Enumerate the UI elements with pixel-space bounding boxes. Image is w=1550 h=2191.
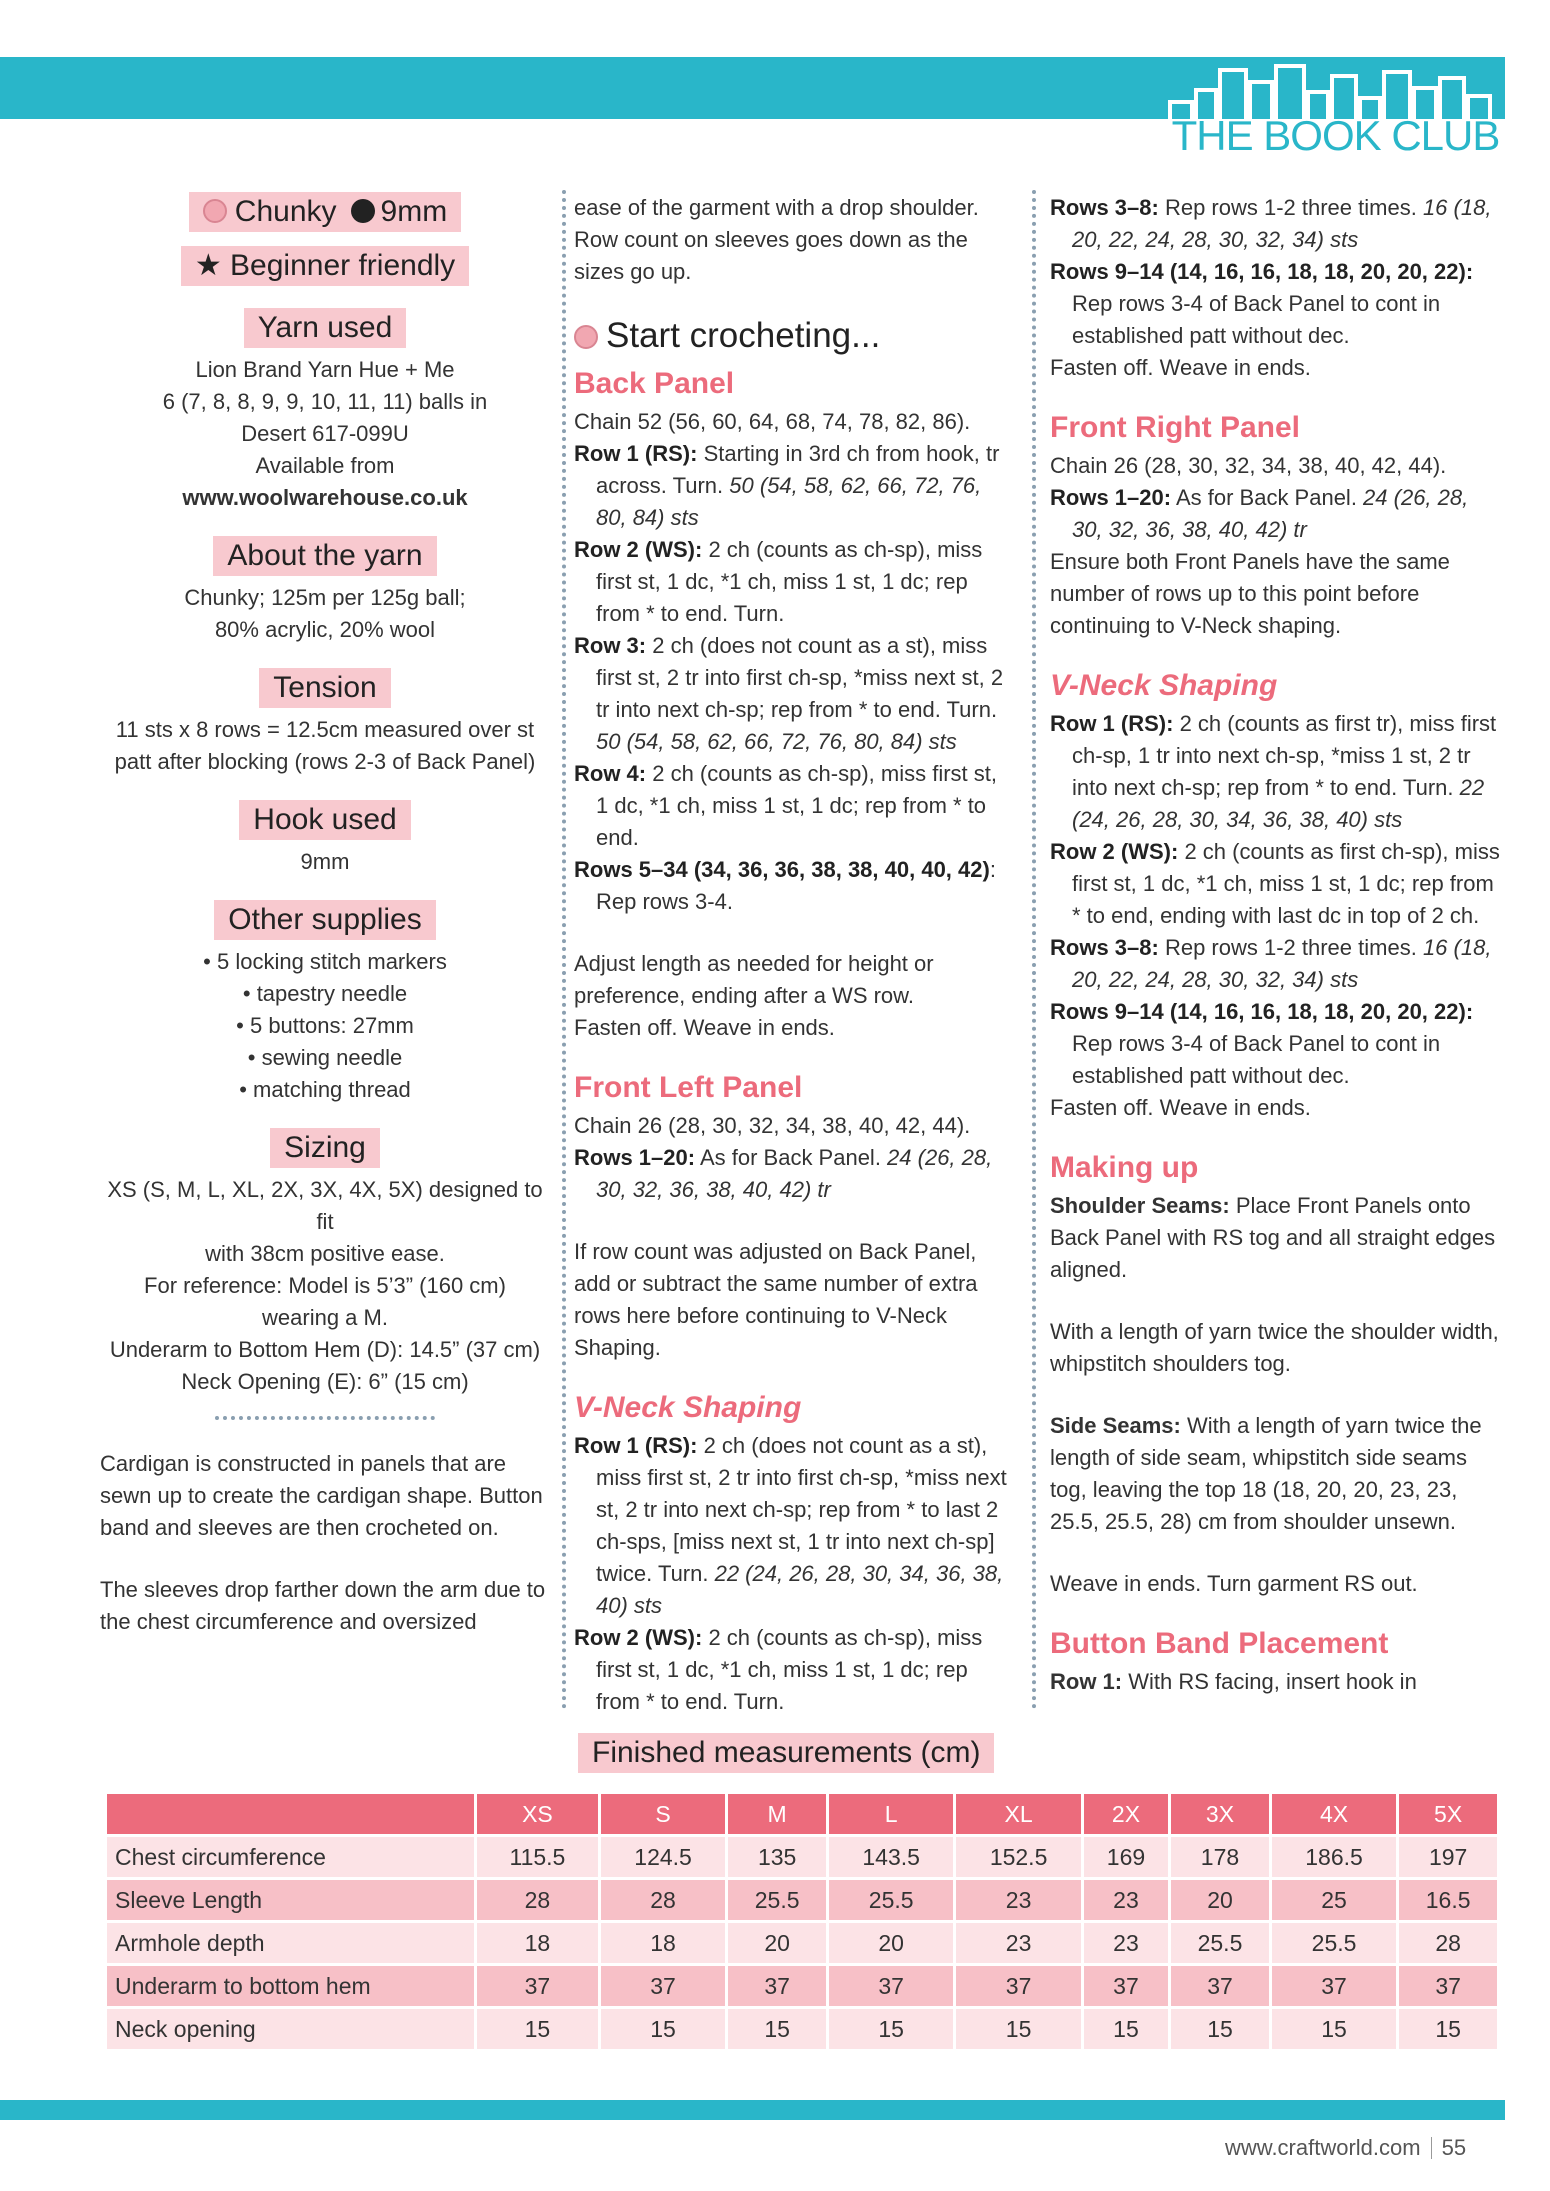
beginner-badge: ★ Beginner friendly xyxy=(181,246,469,286)
hook-icon xyxy=(351,199,375,223)
table-row xyxy=(107,1880,1497,1920)
footer-bar xyxy=(0,2100,1505,2120)
table-cell: 23 xyxy=(956,1880,1080,1920)
table-cell: 25.5 xyxy=(728,1880,826,1920)
table-cell: 37 xyxy=(1399,1966,1497,2006)
text-line: 11 sts x 8 rows = 12.5cm measured over st xyxy=(115,717,535,742)
instruction-row: Row 2 (WS): 2 ch (counts as ch-sp), miss first st, 1 dc, *1 ch, miss 1 st, 1 dc; rep from * to end. Turn. xyxy=(574,537,983,626)
size-header: M xyxy=(728,1794,826,1834)
text-line: patt after blocking (rows 2-3 of Back Panel) xyxy=(114,749,536,774)
table-cell: 28 xyxy=(1399,1923,1497,1963)
footer-separator xyxy=(1431,2137,1432,2159)
table-cell: 25.5 xyxy=(1272,1923,1396,1963)
row-label: Armhole depth xyxy=(107,1923,474,1963)
instruction: With a length of yarn twice the shoulder width, whipstitch shoulders tog. xyxy=(1050,1319,1499,1376)
instruction: Weave in ends. Turn garment RS out. xyxy=(1050,1571,1418,1596)
table-cell: 15 xyxy=(728,2009,826,2049)
instruction-row: Row 2 (WS): 2 ch (counts as ch-sp), miss first st, 1 dc, *1 ch, miss 1 st, 1 dc; rep from * to end. Turn. xyxy=(574,1625,983,1714)
instruction-row: Row 2 (WS): 2 ch (counts as first ch-sp), miss first st, 1 dc, *1 ch, miss 1 st, 1 dc; rep from * to end, ending with last dc in top of 2 ch. xyxy=(1050,839,1500,928)
column-3 xyxy=(1050,192,1500,1698)
table-row xyxy=(107,1923,1497,1963)
supplies-section xyxy=(100,900,550,1106)
table-cell: 25.5 xyxy=(829,1880,953,1920)
table-cell: 15 xyxy=(601,2009,725,2049)
row-label: Underarm to bottom hem xyxy=(107,1966,474,2006)
table-cell: 124.5 xyxy=(601,1837,725,1877)
table-cell: 18 xyxy=(477,1923,598,1963)
row-label: Neck opening xyxy=(107,2009,474,2049)
column-1 xyxy=(100,192,550,1668)
note: Adjust length as needed for height or preference, ending after a WS row. xyxy=(574,951,934,1008)
weight-badge: Chunky 9mm xyxy=(189,192,461,232)
instruction-row: Rows 5–34 (34, 36, 36, 38, 38, 40, 40, 42): Rep rows 3-4. xyxy=(574,857,996,914)
back-panel-heading: Back Panel xyxy=(574,367,735,400)
instruction-row: Row 1 (RS): 2 ch (counts as first tr), miss first ch-sp, 1 tr into next ch-sp, *miss 1 st, 2 tr into next ch-sp; rep from * to end. Turn. 22 (24, 26, 28, 30, 34, 36, 38, 40) sts xyxy=(1050,711,1497,832)
row-label: Chest circumference xyxy=(107,1837,474,1877)
table-cell: 23 xyxy=(956,1923,1080,1963)
table-cell: 15 xyxy=(1272,2009,1396,2049)
footer xyxy=(1225,2135,1466,2161)
table-row xyxy=(107,1837,1497,1877)
yarn-ball-icon xyxy=(203,199,227,223)
instruction: Chain 26 (28, 30, 32, 34, 38, 40, 42, 44). xyxy=(574,1113,971,1138)
table-cell: 15 xyxy=(1171,2009,1269,2049)
section-divider xyxy=(215,1416,435,1420)
instruction-row: Row 1 (RS): 2 ch (does not count as a st), miss first st, 2 tr into first ch-sp, *miss next st, 2 tr into next ch-sp; rep from * to last 2 ch-sps, [miss next st, 1 tr into next ch-sp] twice. Turn. 22 (24, 26, 28, 30, 34, 36, 38, 40) sts xyxy=(574,1433,1007,1618)
list-item: • matching thread xyxy=(239,1077,411,1102)
table-cell: 15 xyxy=(1084,2009,1168,2049)
section-title: Sizing xyxy=(270,1128,380,1168)
table-cell: 16.5 xyxy=(1399,1880,1497,1920)
size-header: 4X xyxy=(1272,1794,1396,1834)
table-cell: 37 xyxy=(601,1966,725,2006)
table-cell: 37 xyxy=(1084,1966,1168,2006)
list-item: • sewing needle xyxy=(247,1045,403,1070)
text-line: 6 (7, 8, 8, 9, 9, 10, 11, 11) balls in xyxy=(162,389,488,414)
intro-paragraph: Cardigan is constructed in panels that are sewn up to create the cardigan shape. Button band and sleeves are then crocheted on. xyxy=(100,1451,543,1540)
text-line: Available from xyxy=(255,453,395,478)
text-line: 80% acrylic, 20% wool xyxy=(214,617,436,642)
table-cell: 135 xyxy=(728,1837,826,1877)
text-line: with 38cm positive ease. xyxy=(205,1241,445,1266)
instruction-row: Rows 9–14 (14, 16, 16, 18, 18, 20, 20, 22): Rep rows 3-4 of Back Panel to cont in established patt without dec. xyxy=(1050,999,1474,1088)
front-left-heading: Front Left Panel xyxy=(574,1071,803,1104)
table-cell: 28 xyxy=(601,1880,725,1920)
instruction-row: Rows 9–14 (14, 16, 16, 18, 18, 20, 20, 22): Rep rows 3-4 of Back Panel to cont in established patt without dec. xyxy=(1050,259,1474,348)
text-line: Neck Opening (E): 6” (15 cm) xyxy=(181,1369,469,1394)
table-cell: 18 xyxy=(601,1923,725,1963)
table-corner xyxy=(107,1794,474,1834)
table-cell: 186.5 xyxy=(1272,1837,1396,1877)
section-title: About the yarn xyxy=(213,536,436,576)
instruction-row: Row 3: 2 ch (does not count as a st), miss first st, 2 tr into first ch-sp, *miss next st, 2 tr into next ch-sp; rep from * to end. Turn. 50 (54, 58, 62, 66, 72, 76, 80, 84) sts xyxy=(574,633,1004,754)
instruction: Row 1: With RS facing, insert hook in xyxy=(1050,1669,1417,1694)
about-yarn-section xyxy=(100,536,550,646)
size-header: S xyxy=(601,1794,725,1834)
table-cell: 152.5 xyxy=(956,1837,1080,1877)
table-row xyxy=(107,1966,1497,2006)
text-line: For reference: Model is 5’3” (160 cm) xyxy=(144,1273,506,1298)
section-title: Hook used xyxy=(239,800,410,840)
yarn-link[interactable]: www.woolwarehouse.co.uk xyxy=(182,485,468,510)
instruction-row: Rows 1–20: As for Back Panel. 24 (26, 28, 30, 32, 36, 38, 40, 42) tr xyxy=(1050,485,1469,542)
column-divider xyxy=(1032,190,1036,1710)
instruction-row: Row 1 (RS): Starting in 3rd ch from hook, tr across. Turn. 50 (54, 58, 62, 66, 72, 76, 80, 84) sts xyxy=(574,441,1000,530)
instruction: Shoulder Seams: Place Front Panels onto Back Panel with RS tog and all straight edges aligned. xyxy=(1050,1193,1496,1282)
note: Fasten off. Weave in ends. xyxy=(574,1015,835,1040)
column-divider xyxy=(562,190,566,1710)
size-header: 5X xyxy=(1399,1794,1497,1834)
table-cell: 197 xyxy=(1399,1837,1497,1877)
table-cell: 143.5 xyxy=(829,1837,953,1877)
table-cell: 37 xyxy=(1272,1966,1396,2006)
instruction-row: Rows 3–8: Rep rows 1-2 three times. 16 (18, 20, 22, 24, 28, 30, 32, 34) sts xyxy=(1050,935,1492,992)
text-line: Chunky; 125m per 125g ball; xyxy=(184,585,466,610)
table-cell: 115.5 xyxy=(477,1837,598,1877)
table-cell: 28 xyxy=(477,1880,598,1920)
yarn-ball-icon xyxy=(574,325,598,349)
brand-title: THE BOOK CLUB xyxy=(1171,112,1500,159)
table-row xyxy=(107,2009,1497,2049)
table-cell: 20 xyxy=(829,1923,953,1963)
table-cell: 23 xyxy=(1084,1923,1168,1963)
text-line: Lion Brand Yarn Hue + Me xyxy=(195,357,455,382)
table-cell: 15 xyxy=(956,2009,1080,2049)
table-cell: 178 xyxy=(1171,1837,1269,1877)
measurements-title: Finished measurements (cm) xyxy=(578,1733,994,1773)
size-header: XS xyxy=(477,1794,598,1834)
table-cell: 20 xyxy=(728,1923,826,1963)
table-cell: 23 xyxy=(1084,1880,1168,1920)
section-title: Tension xyxy=(259,668,390,708)
text-line: Desert 617-099U xyxy=(241,421,409,446)
section-title: Yarn used xyxy=(244,308,407,348)
text-line: wearing a M. xyxy=(262,1305,388,1330)
list-item: • 5 locking stitch markers xyxy=(203,949,447,974)
note: Ensure both Front Panels have the same number of rows up to this point before continuing to V-Neck shaping. xyxy=(1050,549,1450,638)
row-label: Sleeve Length xyxy=(107,1880,474,1920)
table-cell: 37 xyxy=(829,1966,953,2006)
size-header: L xyxy=(829,1794,953,1834)
text-line: XS (S, M, L, XL, 2X, 3X, 4X, 5X) designed to fit xyxy=(107,1177,543,1234)
text-line: 9mm xyxy=(300,849,350,874)
instruction: Chain 52 (56, 60, 64, 68, 74, 78, 82, 86). xyxy=(574,409,971,434)
table-cell: 37 xyxy=(956,1966,1080,2006)
size-header: XL xyxy=(956,1794,1080,1834)
column-2 xyxy=(574,192,1014,1718)
table-cell: 37 xyxy=(1171,1966,1269,2006)
note: Fasten off. Weave in ends. xyxy=(1050,1095,1311,1120)
note: If row count was adjusted on Back Panel, add or subtract the same number of extra rows here before continuing to V-Neck Shaping. xyxy=(574,1239,978,1360)
button-band-heading: Button Band Placement xyxy=(1050,1627,1389,1660)
v-neck-heading: V-Neck Shaping xyxy=(574,1391,802,1424)
making-up-heading: Making up xyxy=(1050,1151,1199,1184)
instruction-row: Rows 3–8: Rep rows 1-2 three times. 16 (18, 20, 22, 24, 28, 30, 32, 34) sts xyxy=(1050,195,1492,252)
list-item: • 5 buttons: 27mm xyxy=(236,1013,414,1038)
tension-section xyxy=(100,668,550,778)
measurements-table xyxy=(104,1791,1500,2052)
table-cell: 37 xyxy=(728,1966,826,2006)
instruction: Chain 26 (28, 30, 32, 34, 38, 40, 42, 44). xyxy=(1050,453,1447,478)
table-cell: 169 xyxy=(1084,1837,1168,1877)
table-cell: 20 xyxy=(1171,1880,1269,1920)
table-cell: 25 xyxy=(1272,1880,1396,1920)
table-cell: 37 xyxy=(477,1966,598,2006)
hook-section xyxy=(100,800,550,878)
note: Fasten off. Weave in ends. xyxy=(1050,355,1311,380)
instruction-row: Rows 1–20: As for Back Panel. 24 (26, 28, 30, 32, 36, 38, 40, 42) tr xyxy=(574,1145,993,1202)
sizing-section xyxy=(100,1128,550,1398)
page-number: 55 xyxy=(1441,2135,1467,2160)
intro-paragraph: The sleeves drop farther down the arm due to the chest circumference and oversized xyxy=(100,1577,546,1634)
size-header: 2X xyxy=(1084,1794,1168,1834)
yarn-used-section xyxy=(100,308,550,514)
text-line: Underarm to Bottom Hem (D): 14.5” (37 cm) xyxy=(109,1337,541,1362)
table-cell: 15 xyxy=(1399,2009,1497,2049)
table-cell: 25.5 xyxy=(1171,1923,1269,1963)
footer-url[interactable]: www.craftworld.com xyxy=(1225,2135,1421,2160)
instruction-row: Row 4: 2 ch (counts as ch-sp), miss first st, 1 dc, *1 ch, miss 1 st, 1 dc; rep from * to end. xyxy=(574,761,997,850)
instruction: Side Seams: With a length of yarn twice the length of side seam, whipstitch side seams tog, leaving the top 18 (18, 20, 20, 23, 23, 25.5, 25.5, 28) cm from shoulder unsewn. xyxy=(1050,1413,1482,1534)
list-item: • tapestry needle xyxy=(242,981,408,1006)
start-heading: Start crocheting... xyxy=(574,316,1014,356)
table-cell: 15 xyxy=(829,2009,953,2049)
table-cell: 15 xyxy=(477,2009,598,2049)
v-neck-heading: V-Neck Shaping xyxy=(1050,669,1278,702)
table-header-row xyxy=(107,1794,1497,1834)
size-header: 3X xyxy=(1171,1794,1269,1834)
front-right-heading: Front Right Panel xyxy=(1050,411,1300,444)
section-title: Other supplies xyxy=(214,900,435,940)
intro-paragraph: ease of the garment with a drop shoulder. Row count on sleeves goes down as the sizes go up. xyxy=(574,195,979,284)
